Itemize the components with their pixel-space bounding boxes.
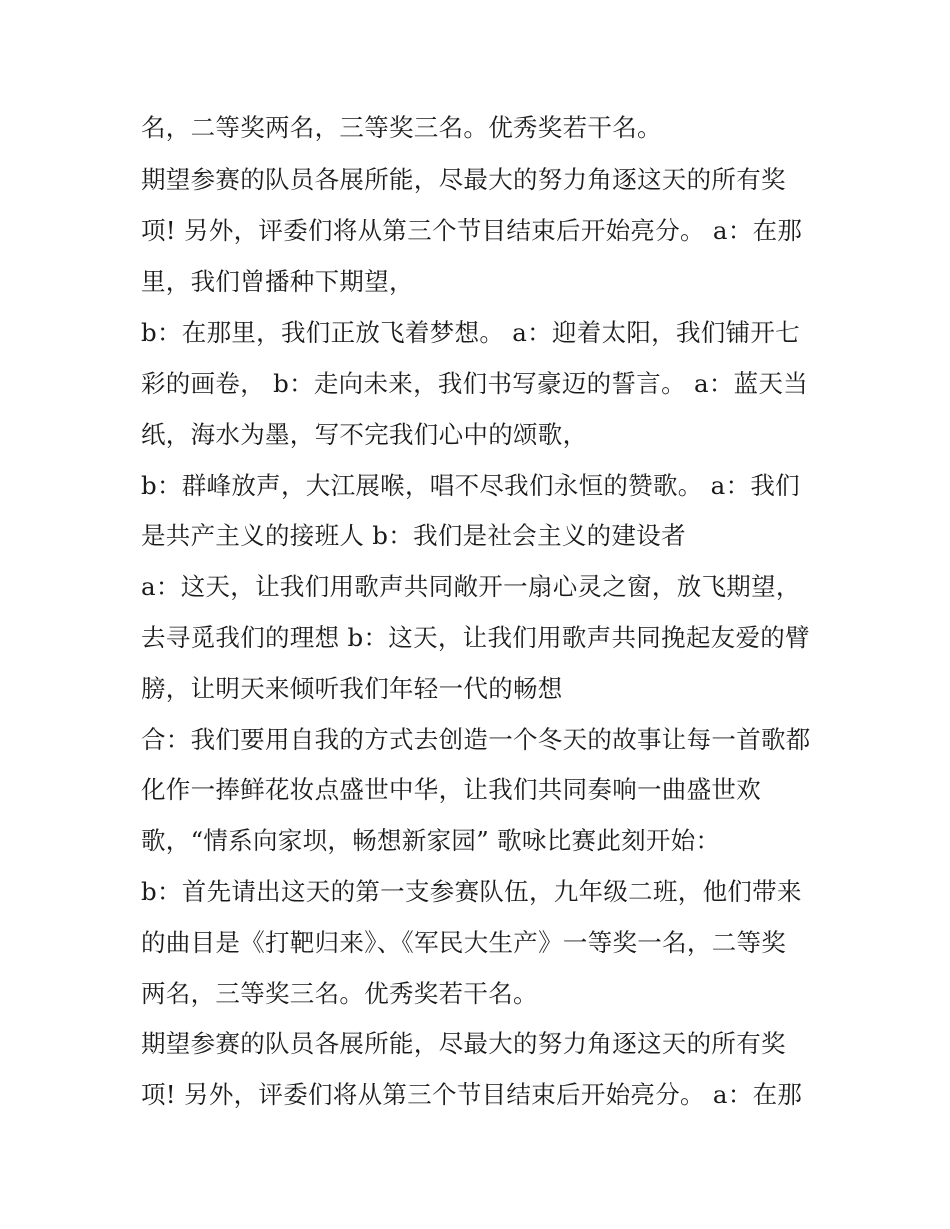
text-line: 彩的画卷， b：走向未来，我们书写豪迈的誓言。 a：蓝天当 [141,369,809,398]
text-line: 合：我们要用自我的方式去创造一个冬天的故事让每一首歌都 [141,725,811,754]
text-line: 期望参赛的队员各展所能，尽最大的努力角逐这天的所有奖 [141,1029,786,1058]
text-line: 的曲目是《打靶归来》、《军民大生产》一等奖一名，二等奖 [141,928,787,957]
text-line: 纸，海水为墨，写不完我们心中的颂歌， [141,420,588,449]
text-line: 膀，让明天来倾听我们年轻一代的畅想 [141,674,563,703]
text-line: a：这天，让我们用歌声共同敞开一扇心灵之窗，放飞期望， [141,572,801,601]
text-line: 期望参赛的队员各展所能，尽最大的努力角逐这天的所有奖 [141,165,786,194]
text-line: 项! 另外，评委们将从第三个节目结束后开始亮分。 a：在那 [141,1080,803,1109]
text-line: 名，二等奖两名，三等奖三名。优秀奖若干名。 [141,113,662,142]
text-line: 里，我们曾播种下期望， [141,267,414,296]
text-line: 化作一捧鲜花妆点盛世中华，让我们共同奏响一曲盛世欢 [141,775,761,804]
text-line: 两名，三等奖三名。优秀奖若干名。 [141,979,538,1008]
text-line: 项! 另外，评委们将从第三个节目结束后开始亮分。 a：在那 [141,216,803,245]
text-line: b：在那里，我们正放飞着梦想。 a：迎着太阳，我们铺开七 [141,318,800,347]
text-line: b：群峰放声，大江展喉，唱不尽我们永恒的赞歌。 a：我们 [141,471,800,500]
text-line: 去寻觅我们的理想 b：这天，让我们用歌声共同挽起友爱的臂 [141,623,810,652]
text-line: 是共产主义的接班人 b：我们是社会主义的建设者 [141,521,686,550]
text-line: 歌，“情系向家坝，畅想新家园” 歌咏比赛此刻开始： [141,826,721,855]
text-line: b：首先请出这天的第一支参赛队伍，九年级二班，他们带来 [141,877,802,906]
